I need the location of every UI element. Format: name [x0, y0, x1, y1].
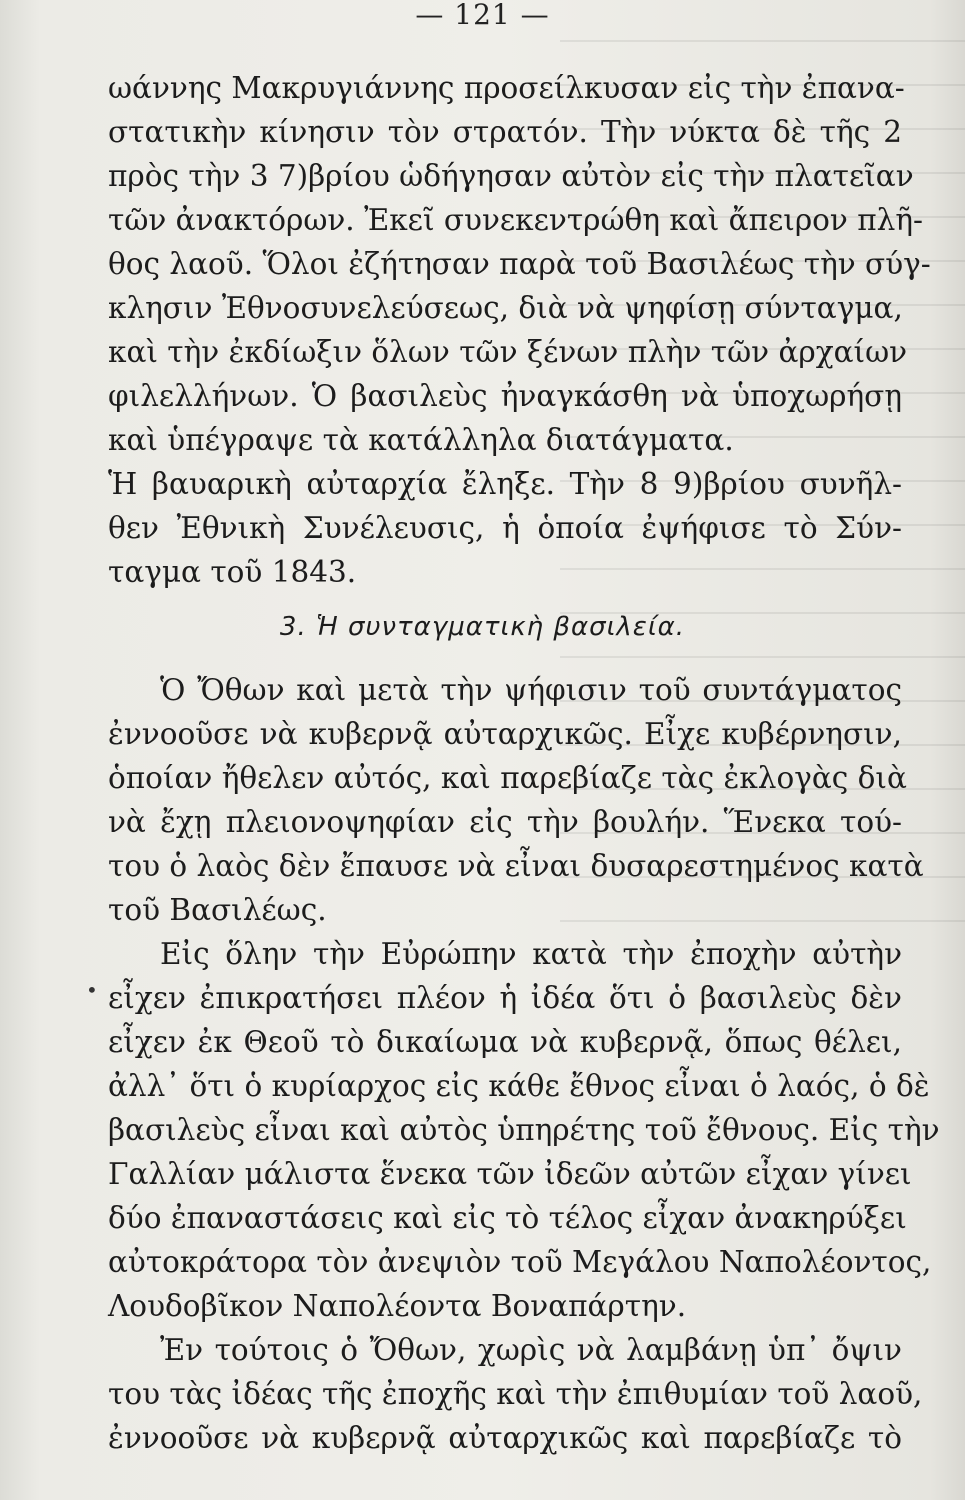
text-line: εἶχεν ἐπικρατήσει πλέον ἡ ἰδέα ὅτι ὁ βασιλεὺς δὲν — [108, 981, 902, 1015]
text-line: Εἰς ὅλην τὴν Εὐρώπην κατὰ τὴν ἐποχὴν αὐτὴν — [160, 937, 902, 971]
text-line: ὁποίαν ἤθελεν αὐτός, καὶ παρεβίαζε τὰς ἐκλογὰς διὰ — [108, 761, 907, 795]
text-line: πρὸς τὴν 3 7)βρίου ὡδήγησαν αὐτὸν εἰς τὴν πλατεῖαν — [108, 159, 914, 193]
section-heading: 3. Ἡ συνταγματικὴ βασιλεία. — [279, 612, 686, 642]
text-line: Ἡ βαυαρικὴ αὐταρχία ἔληξε. Τὴν 8 9)βρίου συνῆλ- — [108, 467, 902, 501]
text-line: ἐννοοῦσε νὰ κυβερνᾷ αὐταρχικῶς καὶ παρεβίαζε τὸ — [108, 1421, 902, 1455]
text-line: ωάννης Μακρυγιάννης προσείλκυσαν εἰς τὴν ἐπανα- — [108, 71, 905, 105]
text-line: δύο ἐπαναστάσεις καὶ εἰς τὸ τέλος εἶχαν ἀνακηρύξει — [108, 1201, 907, 1235]
text-line: του ὁ λαὸς δὲν ἔπαυσε νὰ εἶναι δυσαρεστημένος κατὰ — [108, 849, 924, 883]
text-line: καὶ ὑπέγραψε τὰ κατάλληλα διατάγματα. — [108, 423, 734, 457]
page-number: — 121 — — [415, 0, 550, 31]
text-line: αὐτοκράτορα τὸν ἀνεψιὸν τοῦ Μεγάλου Ναπολέοντος, — [108, 1245, 932, 1279]
text-line: ἀλλ᾽ ὅτι ὁ κυρίαρχος εἰς κάθε ἔθνος εἶναι ὁ λαός, ὁ δὲ — [108, 1069, 930, 1103]
text-line: καὶ τὴν ἐκδίωξιν ὅλων τῶν ξένων πλὴν τῶν ἀρχαίων — [108, 335, 908, 369]
text-line: φιλελλήνων. Ὁ βασιλεὺς ἠναγκάσθη νὰ ὑποχωρήσῃ — [108, 379, 902, 413]
text-line: ἐννοοῦσε νὰ κυβερνᾷ αὐταρχικῶς. Εἶχε κυβέρνησιν, — [108, 717, 902, 751]
margin-mark: • — [86, 978, 98, 1002]
text-line: Ὁ Ὄθων καὶ μετὰ τὴν ψήφισιν τοῦ συντάγματος — [160, 673, 902, 707]
text-line: Γαλλίαν μάλιστα ἕνεκα τῶν ἰδεῶν αὐτῶν εἶχαν γίνει — [108, 1157, 912, 1191]
paragraph-1 — [108, 66, 931, 462]
paragraph-2 — [108, 462, 902, 594]
text-line: νὰ ἔχῃ πλειονοψηφίαν εἰς τὴν βουλήν. Ἕνεκα τού- — [108, 805, 902, 839]
text-line: βασιλεὺς εἶναι καὶ αὐτὸς ὑπηρέτης τοῦ ἔθνους. Εἰς τὴν — [108, 1113, 940, 1147]
text-line: θος λαοῦ. Ὅλοι ἐζήτησαν παρὰ τοῦ Βασιλέως τὴν σύγ- — [108, 247, 931, 281]
paragraph-5 — [108, 1328, 923, 1460]
text-line: Ἐν τούτοις ὁ Ὄθων, χωρὶς νὰ λαμβάνῃ ὑπ᾽ ὄψιν — [160, 1333, 902, 1367]
text-line: κλησιν Ἐθνοσυνελεύσεως, διὰ νὰ ψηφίσῃ σύνταγμα, — [108, 291, 903, 325]
text-line: τοῦ Βασιλέως. — [108, 893, 327, 927]
text-line: Λουδοβῖκον Ναπολέοντα Βοναπάρτην. — [108, 1289, 687, 1323]
text-line: στατικὴν κίνησιν τὸν στρατόν. Τὴν νύκτα δὲ τῆς 2 — [108, 115, 902, 149]
text-line: ταγμα τοῦ 1843. — [108, 555, 357, 589]
text-line: τῶν ἀνακτόρων. Ἐκεῖ συνεκεντρώθη καὶ ἄπειρον πλῆ- — [108, 203, 923, 237]
paragraph-3 — [108, 668, 924, 932]
paragraph-4 — [108, 932, 940, 1328]
text-line: του τὰς ἰδέας τῆς ἐποχῆς καὶ τὴν ἐπιθυμίαν τοῦ λαοῦ, — [108, 1377, 923, 1411]
text-line: θεν Ἐθνικὴ Συνέλευσις, ἡ ὁποία ἐψήφισε τὸ Σύν- — [108, 511, 902, 545]
text-line: εἶχεν ἐκ Θεοῦ τὸ δικαίωμα νὰ κυβερνᾷ, ὅπως θέλει, — [108, 1025, 902, 1059]
